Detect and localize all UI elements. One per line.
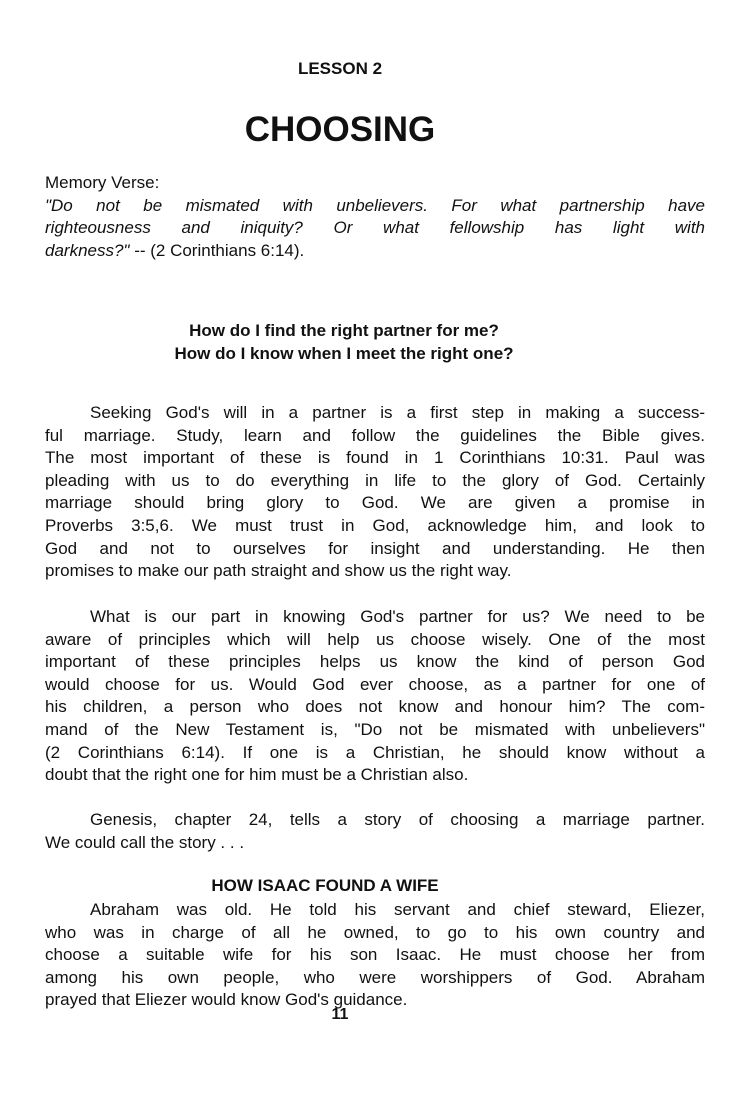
- text-line: doubt that the right one for him must be a Christian also.: [45, 765, 469, 785]
- text-line: (2 Corinthians 6:14). If one is a Christian, he should know without a: [45, 742, 705, 762]
- paragraph: [45, 402, 705, 583]
- text-line: prayed that Eliezer would know God's guidance.: [45, 990, 408, 1010]
- text-line: What is our part in knowing God's partner for us? We need to be: [90, 607, 705, 626]
- text-line: pleading with us to do everything in life to the glory of God. Certainly: [45, 470, 705, 490]
- text-line: promises to make our path straight and show us the right way.: [45, 561, 512, 581]
- text-line: his children, a person who does not know and honour him? The com-: [45, 697, 705, 717]
- questions-heading: [4, 319, 684, 365]
- text-line: important of these principles helps us know the kind of person God: [45, 652, 705, 672]
- verse-reference: -- (2 Corinthians 6:14).: [129, 240, 305, 260]
- text-line: mand of the New Testament is, "Do not be mismated with unbelievers": [45, 719, 705, 739]
- question: How do I find the right partner for me?: [189, 321, 499, 340]
- text-line: The most important of these is found in 1 Corinthians 10:31. Paul was: [45, 448, 705, 468]
- text-line: marriage should bring glory to God. We are given a promise in: [45, 493, 705, 513]
- text-line: We could call the story . . .: [45, 832, 245, 852]
- paragraph: [45, 606, 705, 787]
- text-line: ful marriage. Study, learn and follow the guidelines the Bible gives.: [45, 425, 705, 445]
- memory-verse-label: Memory Verse:: [45, 173, 160, 192]
- text-line: would choose for us. Would God ever choose, as a partner for one of: [45, 674, 705, 694]
- lesson-label: LESSON 2: [297, 59, 383, 78]
- text-line: Genesis, chapter 24, tells a story of choosing a marriage partner.: [90, 810, 705, 829]
- text-line: among his own people, who were worshippers of God. Abraham: [45, 967, 705, 987]
- memory-verse: [45, 172, 705, 262]
- text-line: God and not to ourselves for insight and understanding. He then: [45, 538, 705, 558]
- page-number: 11: [331, 1006, 349, 1023]
- question: How do I know when I meet the right one?: [174, 344, 514, 363]
- text-line: choose a suitable wife for his son Isaac. He must choose her from: [45, 945, 705, 965]
- text-line: who was in charge of all he owned, to go to his own country and: [45, 922, 705, 942]
- text-line: aware of principles which will help us choose wisely. One of the most: [45, 629, 705, 649]
- paragraph: [45, 899, 705, 1012]
- text-line: Seeking God's will in a partner is a first step in making a success-: [90, 403, 705, 422]
- paragraph: [45, 809, 705, 854]
- verse-line: "Do not be mismated with unbelievers. For what partnership have: [45, 195, 705, 215]
- verse-line: righteousness and iniquity? Or what fellowship has light with: [45, 218, 705, 238]
- text-line: Abraham was old. He told his servant and chief steward, Eliezer,: [90, 900, 705, 919]
- verse-line: darkness?": [45, 240, 130, 260]
- text-line: Proverbs 3:5,6. We must trust in God, acknowledge him, and look to: [45, 515, 705, 535]
- section-heading: HOW ISAAC FOUND A WIFE: [211, 876, 439, 895]
- page-title: CHOOSING: [244, 110, 436, 149]
